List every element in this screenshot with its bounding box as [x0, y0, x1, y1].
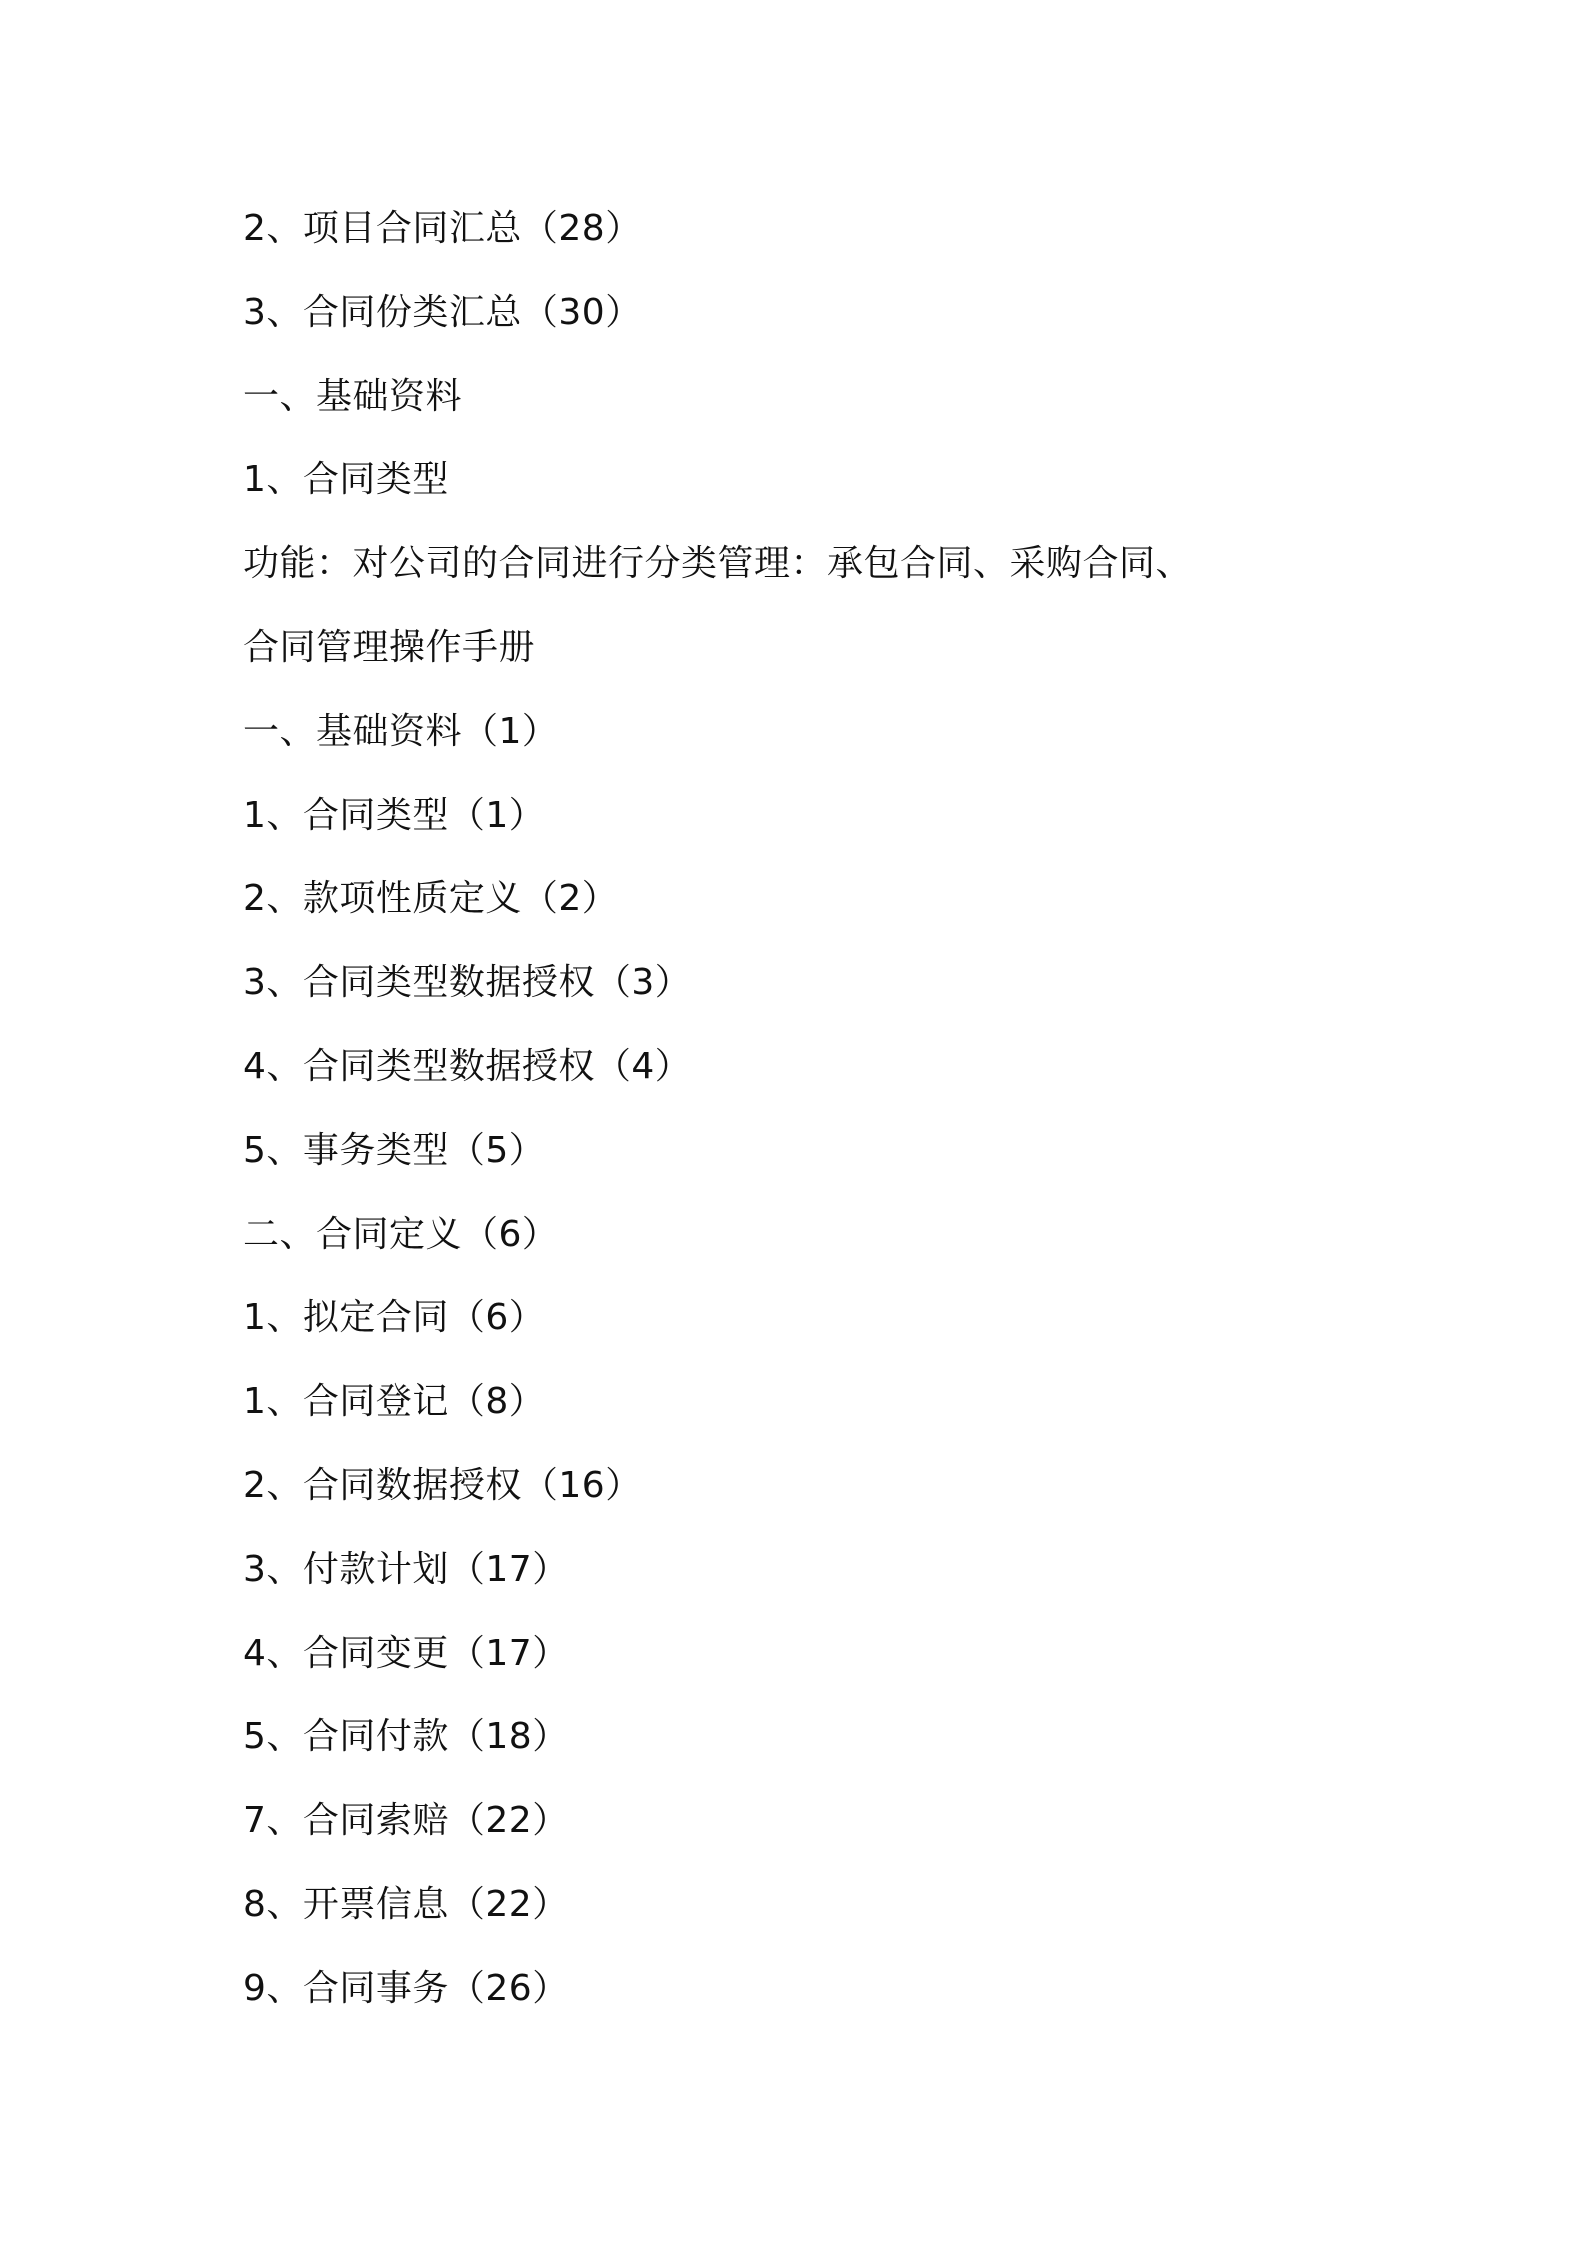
toc-line-payment-nature: 2、款项性质定义（2）	[243, 878, 619, 920]
toc-line-project-contract-summary: 2、项目合同汇总（28）	[243, 208, 642, 249]
toc-line-contract-claim: 7、合同索赔（22）	[243, 1800, 569, 1842]
toc-line-contract-payment: 5、合同付款（18）	[243, 1716, 569, 1758]
toc-line-contract-data-auth: 2、合同数据授权（16）	[243, 1464, 642, 1506]
section-heading-basic-data: 一、基础资料	[243, 375, 463, 417]
manual-title: 合同管理操作手册	[243, 626, 536, 668]
toc-line-contract-type-auth-3: 3、合同类型数据授权（3）	[243, 962, 692, 1004]
toc-line-contract-change: 4、合同变更（17）	[243, 1632, 569, 1674]
toc-line-contract-definition: 二、合同定义（6）	[243, 1213, 559, 1255]
toc-line-payment-plan: 3、付款计划（17）	[243, 1548, 569, 1590]
toc-line-contract-registration: 1、合同登记（8）	[243, 1381, 546, 1423]
toc-line-contract-type-auth-4: 4、合同类型数据授权（4）	[243, 1045, 692, 1087]
toc-line-draft-contract: 1、拟定合同（6）	[243, 1297, 546, 1339]
function-description: 功能：对公司的合同进行分类管理：承包合同、采购合同、	[243, 543, 1193, 585]
toc-line-contract-type: 1、合同类型（1）	[243, 794, 546, 836]
toc-line-basic-data: 一、基础资料（1）	[243, 710, 559, 752]
subsection-heading-contract-type: 1、合同类型	[243, 459, 449, 501]
toc-line-transaction-type: 5、事务类型（5）	[243, 1129, 546, 1171]
toc-line-contract-category-summary: 3、合同份类汇总（30）	[243, 291, 642, 333]
toc-line-invoice-info: 8、开票信息（22）	[243, 1883, 569, 1925]
toc-list	[243, 200, 1443, 2044]
toc-line-contract-affairs: 9、合同事务（26）	[243, 1967, 569, 2009]
